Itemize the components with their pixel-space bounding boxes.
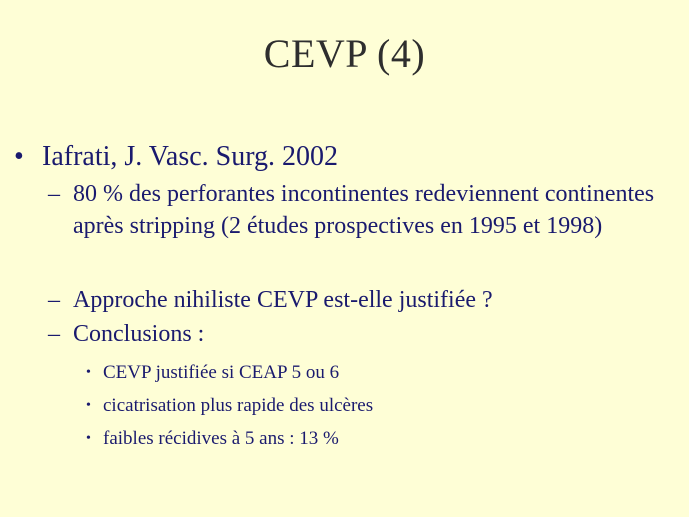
slide-title: CEVP (4) <box>263 31 426 76</box>
sub-bullet-2-text: Approche nihiliste CEVP est-elle justifiée ? <box>73 287 493 313</box>
subsub-bullet-3-text: faibles récidives à 5 ans : 13 % <box>103 428 339 449</box>
dash-icon: – <box>48 181 60 207</box>
sub-bullet-2 <box>48 284 668 316</box>
bullet-dot-icon: • <box>86 431 91 446</box>
bullet-level1 <box>14 140 674 174</box>
sub-bullet-3 <box>48 318 668 350</box>
bullet-level1-text: Iafrati, J. Vasc. Surg. 2002 <box>42 141 339 172</box>
bullet-dot-icon: • <box>14 141 24 172</box>
sub-bullet-1-text: 80 % des perforantes incontinentes redeviennent continentes après stripping (2 études prospectives en 1995 et 1998) <box>73 181 655 239</box>
subsub-bullet-1 <box>86 360 646 386</box>
subsub-bullet-2-text: cicatrisation plus rapide des ulcères <box>103 395 374 416</box>
sub-bullet-1 <box>48 178 668 242</box>
dash-icon: – <box>48 321 60 347</box>
sub-bullet-3-text: Conclusions : <box>73 321 205 347</box>
subsub-bullet-2 <box>86 393 646 419</box>
dash-icon: – <box>48 287 60 313</box>
subsub-bullet-3 <box>86 426 646 452</box>
bullet-dot-icon: • <box>86 398 91 413</box>
subsub-bullet-1-text: CEVP justifiée si CEAP 5 ou 6 <box>103 362 340 383</box>
bullet-dot-icon: • <box>86 365 91 380</box>
